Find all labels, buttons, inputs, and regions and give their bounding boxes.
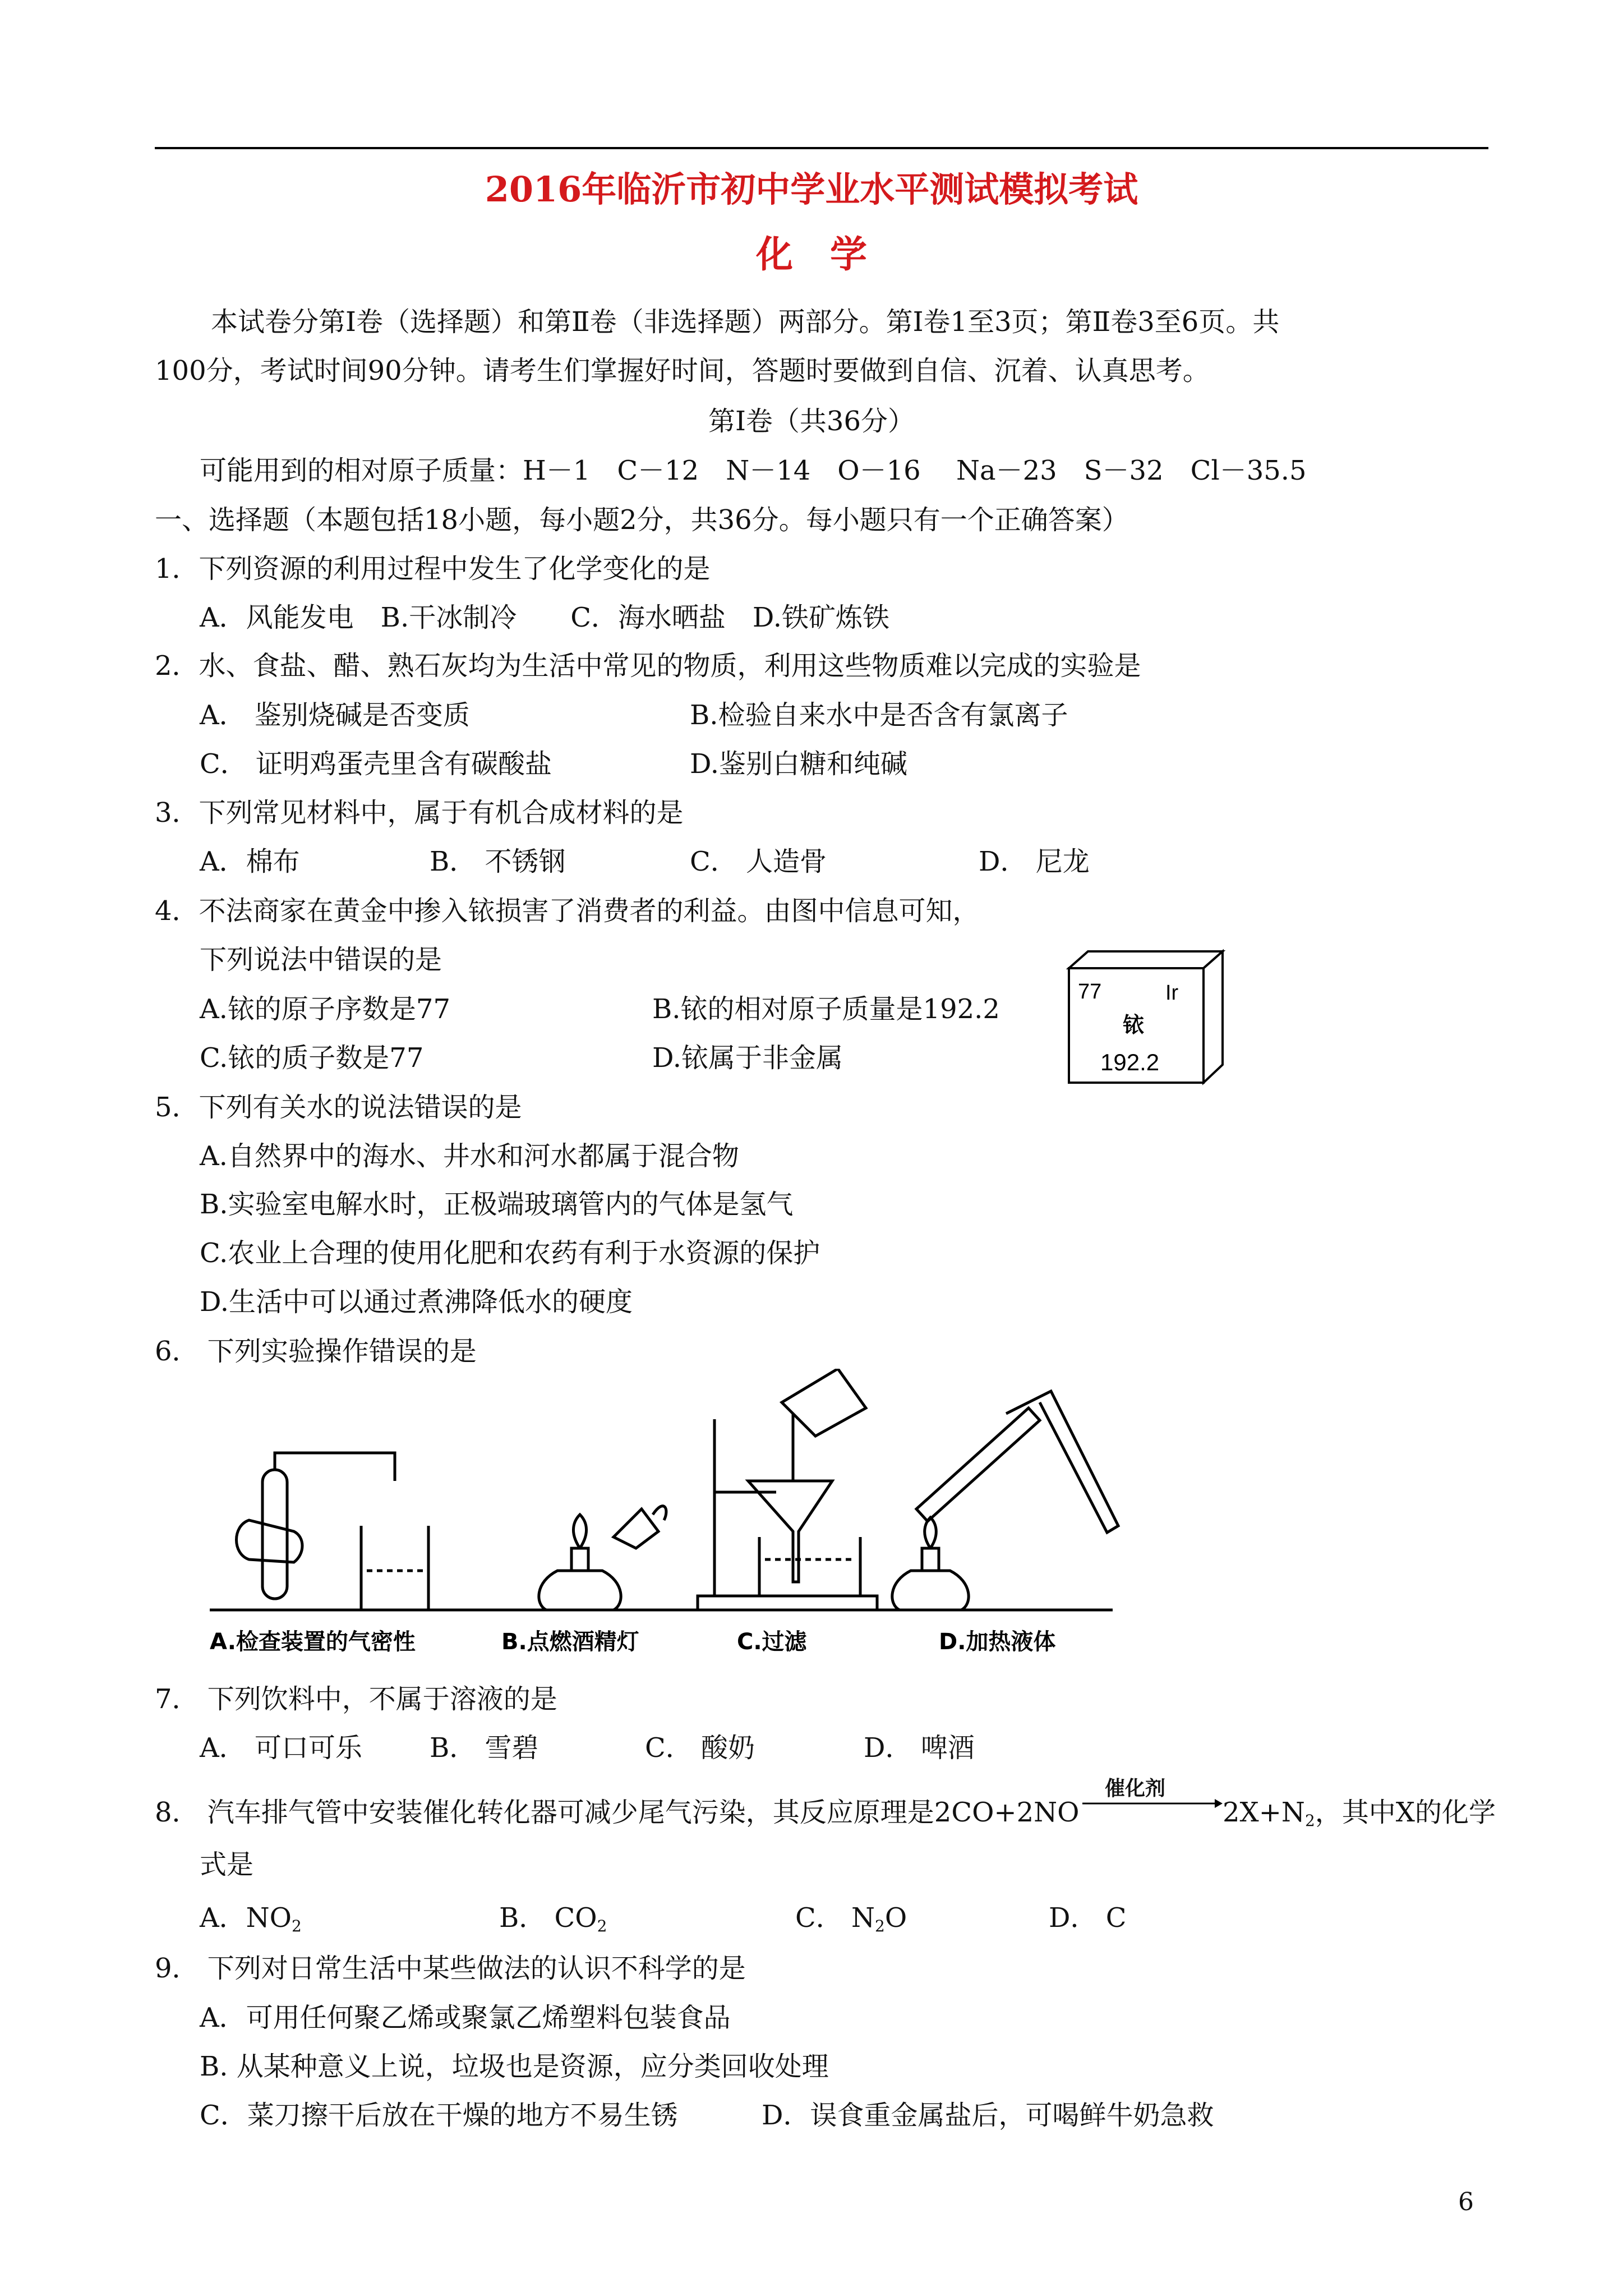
exam-title: 2016年临沂市初中学业水平测试模拟考试 bbox=[485, 169, 1138, 210]
q2-stem: 2．水、食盐、醋、熟石灰均为生活中常见的物质，利用这些物质难以完成的实验是 bbox=[155, 650, 1141, 682]
q4-option-a: A.铱的原子序数是77 bbox=[200, 993, 451, 1025]
q8-option-a bbox=[200, 1896, 302, 1935]
q6-caption-d: D.加热液体 bbox=[939, 1629, 1056, 1655]
iridium-element-card bbox=[1066, 948, 1234, 1088]
q7-option-a: A． 可口可乐 bbox=[200, 1732, 362, 1764]
q9-option-c: C．菜刀擦干后放在干燥的地方不易生锈 bbox=[200, 2100, 678, 2131]
q8-option-b-main: B． CO bbox=[499, 1902, 597, 1934]
intro-line-2: 100分，考试时间90分钟。请考生们掌握好时间，答题时要做到自信、沉着、认真思考。 bbox=[155, 355, 1210, 386]
q4-stem-1: 4．不法商家在黄金中掺入铱损害了消费者的利益。由图中信息可知， bbox=[155, 895, 980, 927]
q8-option-c-main: C． N bbox=[795, 1902, 875, 1934]
page-number: 6 bbox=[1458, 2188, 1474, 2216]
q8-catalyst-label: 催化剂 bbox=[1105, 1777, 1166, 1800]
q6-caption-a: A.检查装置的气密性 bbox=[210, 1629, 416, 1655]
q2-option-b: B.检验自来水中是否含有氯离子 bbox=[690, 700, 1068, 731]
q1-options: A．风能发电 B.干冰制冷 C．海水晒盐 D.铁矿炼铁 bbox=[200, 602, 889, 633]
q9-option-d: D．误食重金属盐后，可喝鲜牛奶急救 bbox=[762, 2100, 1214, 2131]
q8-products-sub: 2 bbox=[1304, 1811, 1315, 1830]
q4-option-d: D.铱属于非金属 bbox=[652, 1042, 843, 1074]
q8-stem-a: 8． 汽车排气管中安装催化转化器可减少尾气污染，其反应原理是2CO+2NO bbox=[155, 1797, 1080, 1828]
q8-option-c-sub: 2 bbox=[875, 1917, 885, 1935]
atomic-masses: 可能用到的相对原子质量：H－1 C－12 N－14 O－16 Na－23 S－32 Cl－35.5 bbox=[200, 455, 1307, 486]
q7-option-b: B． 雪碧 bbox=[430, 1732, 539, 1764]
q8-stem-b: ，其中X的化学 bbox=[1315, 1797, 1496, 1828]
element-name: 铱 bbox=[1123, 1013, 1145, 1037]
q4-stem-2: 下列说法中错误的是 bbox=[200, 944, 442, 976]
q8-stem-c: 式是 bbox=[200, 1849, 254, 1880]
q6-caption-b: B.点燃酒精灯 bbox=[501, 1629, 639, 1655]
q9-option-b: B. 从某种意义上说，垃圾也是资源，应分类回收处理 bbox=[200, 2051, 829, 2082]
q1-stem: 1．下列资源的利用过程中发生了化学变化的是 bbox=[155, 553, 711, 585]
element-number: 77 bbox=[1078, 980, 1102, 1004]
q8-products-main: 2X+N bbox=[1223, 1797, 1305, 1828]
element-mass: 192.2 bbox=[1100, 1049, 1160, 1075]
q8-option-c-tail: O bbox=[884, 1902, 907, 1934]
intro-line-1: 本试卷分第Ⅰ卷（选择题）和第Ⅱ卷（非选择题）两部分。第Ⅰ卷1至3页；第Ⅱ卷3至6页。共 bbox=[211, 306, 1280, 338]
q5-option-b: B.实验室电解水时，正极端玻璃管内的气体是氢气 bbox=[200, 1189, 794, 1220]
q7-stem: 7． 下列饮料中，不属于溶液的是 bbox=[155, 1683, 557, 1715]
q5-stem: 5．下列有关水的说法错误的是 bbox=[155, 1092, 522, 1123]
q2-option-c: C． 证明鸡蛋壳里含有碳酸盐 bbox=[200, 748, 552, 780]
q4-option-c: C.铱的质子数是77 bbox=[200, 1042, 424, 1074]
q8-products bbox=[1223, 1791, 1496, 1830]
q3-option-b: B． 不锈钢 bbox=[430, 846, 566, 877]
q8-option-b-sub: 2 bbox=[597, 1917, 607, 1935]
header-rule bbox=[155, 147, 1488, 149]
q5-option-d: D.生活中可以通过煮沸降低水的硬度 bbox=[200, 1286, 633, 1318]
section-title: 一、选择题（本题包括18小题，每小题2分，共36分。每小题只有一个正确答案） bbox=[155, 504, 1129, 536]
q8-option-b bbox=[499, 1896, 607, 1935]
q9-stem: 9． 下列对日常生活中某些做法的认识不科学的是 bbox=[155, 1953, 746, 1984]
q8-option-c bbox=[795, 1896, 907, 1935]
q3-option-d: D． 尼龙 bbox=[979, 846, 1090, 877]
q9-option-a: A．可用任何聚乙烯或聚氯乙烯塑料包装食品 bbox=[200, 2002, 731, 2033]
q8-option-a-sub: 2 bbox=[292, 1917, 302, 1935]
part1-title: 第Ⅰ卷（共36分） bbox=[708, 406, 915, 437]
q5-option-c: C.农业上合理的使用化肥和农药有利于水资源的保护 bbox=[200, 1237, 820, 1269]
subject-title: 化 学 bbox=[756, 232, 867, 276]
reaction-arrow-icon bbox=[1082, 1795, 1223, 1812]
q3-stem: 3．下列常见材料中，属于有机合成材料的是 bbox=[155, 797, 684, 829]
q4-option-b: B.铱的相对原子质量是192.2 bbox=[652, 993, 1000, 1025]
lab-operations-figure bbox=[210, 1369, 1152, 1660]
q2-option-d: D.鉴别白糖和纯碱 bbox=[690, 748, 908, 780]
q6-stem: 6． 下列实验操作错误的是 bbox=[155, 1336, 477, 1367]
q8-option-a-main: A．NO bbox=[200, 1902, 292, 1934]
q7-option-d: D． 啤酒 bbox=[864, 1732, 975, 1764]
q3-option-a: A．棉布 bbox=[200, 846, 300, 877]
q2-option-a: A． 鉴别烧碱是否变质 bbox=[200, 700, 470, 731]
q5-option-a: A.自然界中的海水、井水和河水都属于混合物 bbox=[200, 1140, 739, 1172]
q3-option-c: C． 人造骨 bbox=[690, 846, 827, 877]
q6-caption-c: C.过滤 bbox=[737, 1629, 807, 1655]
element-symbol: Ir bbox=[1165, 981, 1179, 1005]
q8-option-d: D． C bbox=[1049, 1902, 1127, 1934]
q7-option-c: C． 酸奶 bbox=[645, 1732, 755, 1764]
